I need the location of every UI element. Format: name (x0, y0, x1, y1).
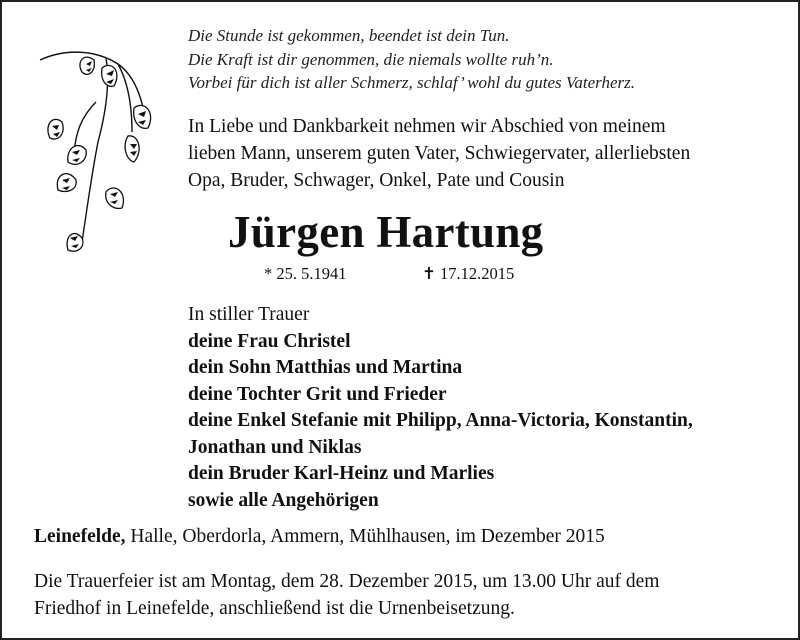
mourner-entry: dein Bruder Karl-Heinz und Marlies (188, 463, 495, 484)
mourners-lead: In stiller Trauer (188, 304, 310, 325)
poem (188, 24, 778, 95)
birch-branch-icon (36, 42, 176, 272)
deceased-name: Jürgen Hartung (228, 207, 544, 257)
poem-line: Die Stunde ist gekommen, beendet ist dein Tun. (188, 26, 510, 45)
farewell-line: In Liebe und Dankbarkeit nehmen wir Abschied von meinem (188, 116, 666, 137)
poem-line: Vorbei für dich ist aller Schmerz, schlaf’ wohl du gutes Vaterherz. (188, 73, 636, 92)
places-line (34, 526, 605, 548)
mourner-entry: deine Tochter Grit und Frieder (188, 383, 447, 405)
mourner-entry: deine Frau Christel (188, 330, 351, 352)
death-date: ✝ 17.12.2015 (422, 264, 515, 283)
funeral-line: Die Trauerfeier ist am Montag, dem 28. Dezember 2015, um 13.00 Uhr auf dem (34, 571, 660, 592)
funeral-line: Friedhof in Leinefelde, anschließend ist die Urnenbeisetzung. (34, 598, 515, 619)
farewell-text (188, 113, 780, 194)
mourner-entry: Jonathan und Niklas (188, 436, 362, 458)
mourner-entry: sowie alle Angehörigen (188, 489, 379, 511)
poem-line: Die Kraft ist dir genommen, die niemals wollte ruh’n. (188, 49, 554, 69)
funeral-notice (34, 568, 774, 622)
place-leinefelde: Leinefelde, (34, 526, 126, 547)
places-rest: Halle, Oberdorla, Ammern, Mühlhausen, im Dezember 2015 (125, 526, 605, 547)
farewell-line: Opa, Bruder, Schwager, Onkel, Pate und Cousin (188, 170, 565, 191)
mourners-list (188, 302, 788, 514)
mourner-entry: dein Sohn Matthias und Martina (188, 357, 463, 378)
birth-date: * 25. 5.1941 (264, 264, 347, 283)
mourner-entry: deine Enkel Stefanie mit Philipp, Anna-Victoria, Konstantin, (188, 410, 693, 431)
farewell-line: lieben Mann, unserem guten Vater, Schwiegervater, allerliebsten (188, 143, 691, 164)
